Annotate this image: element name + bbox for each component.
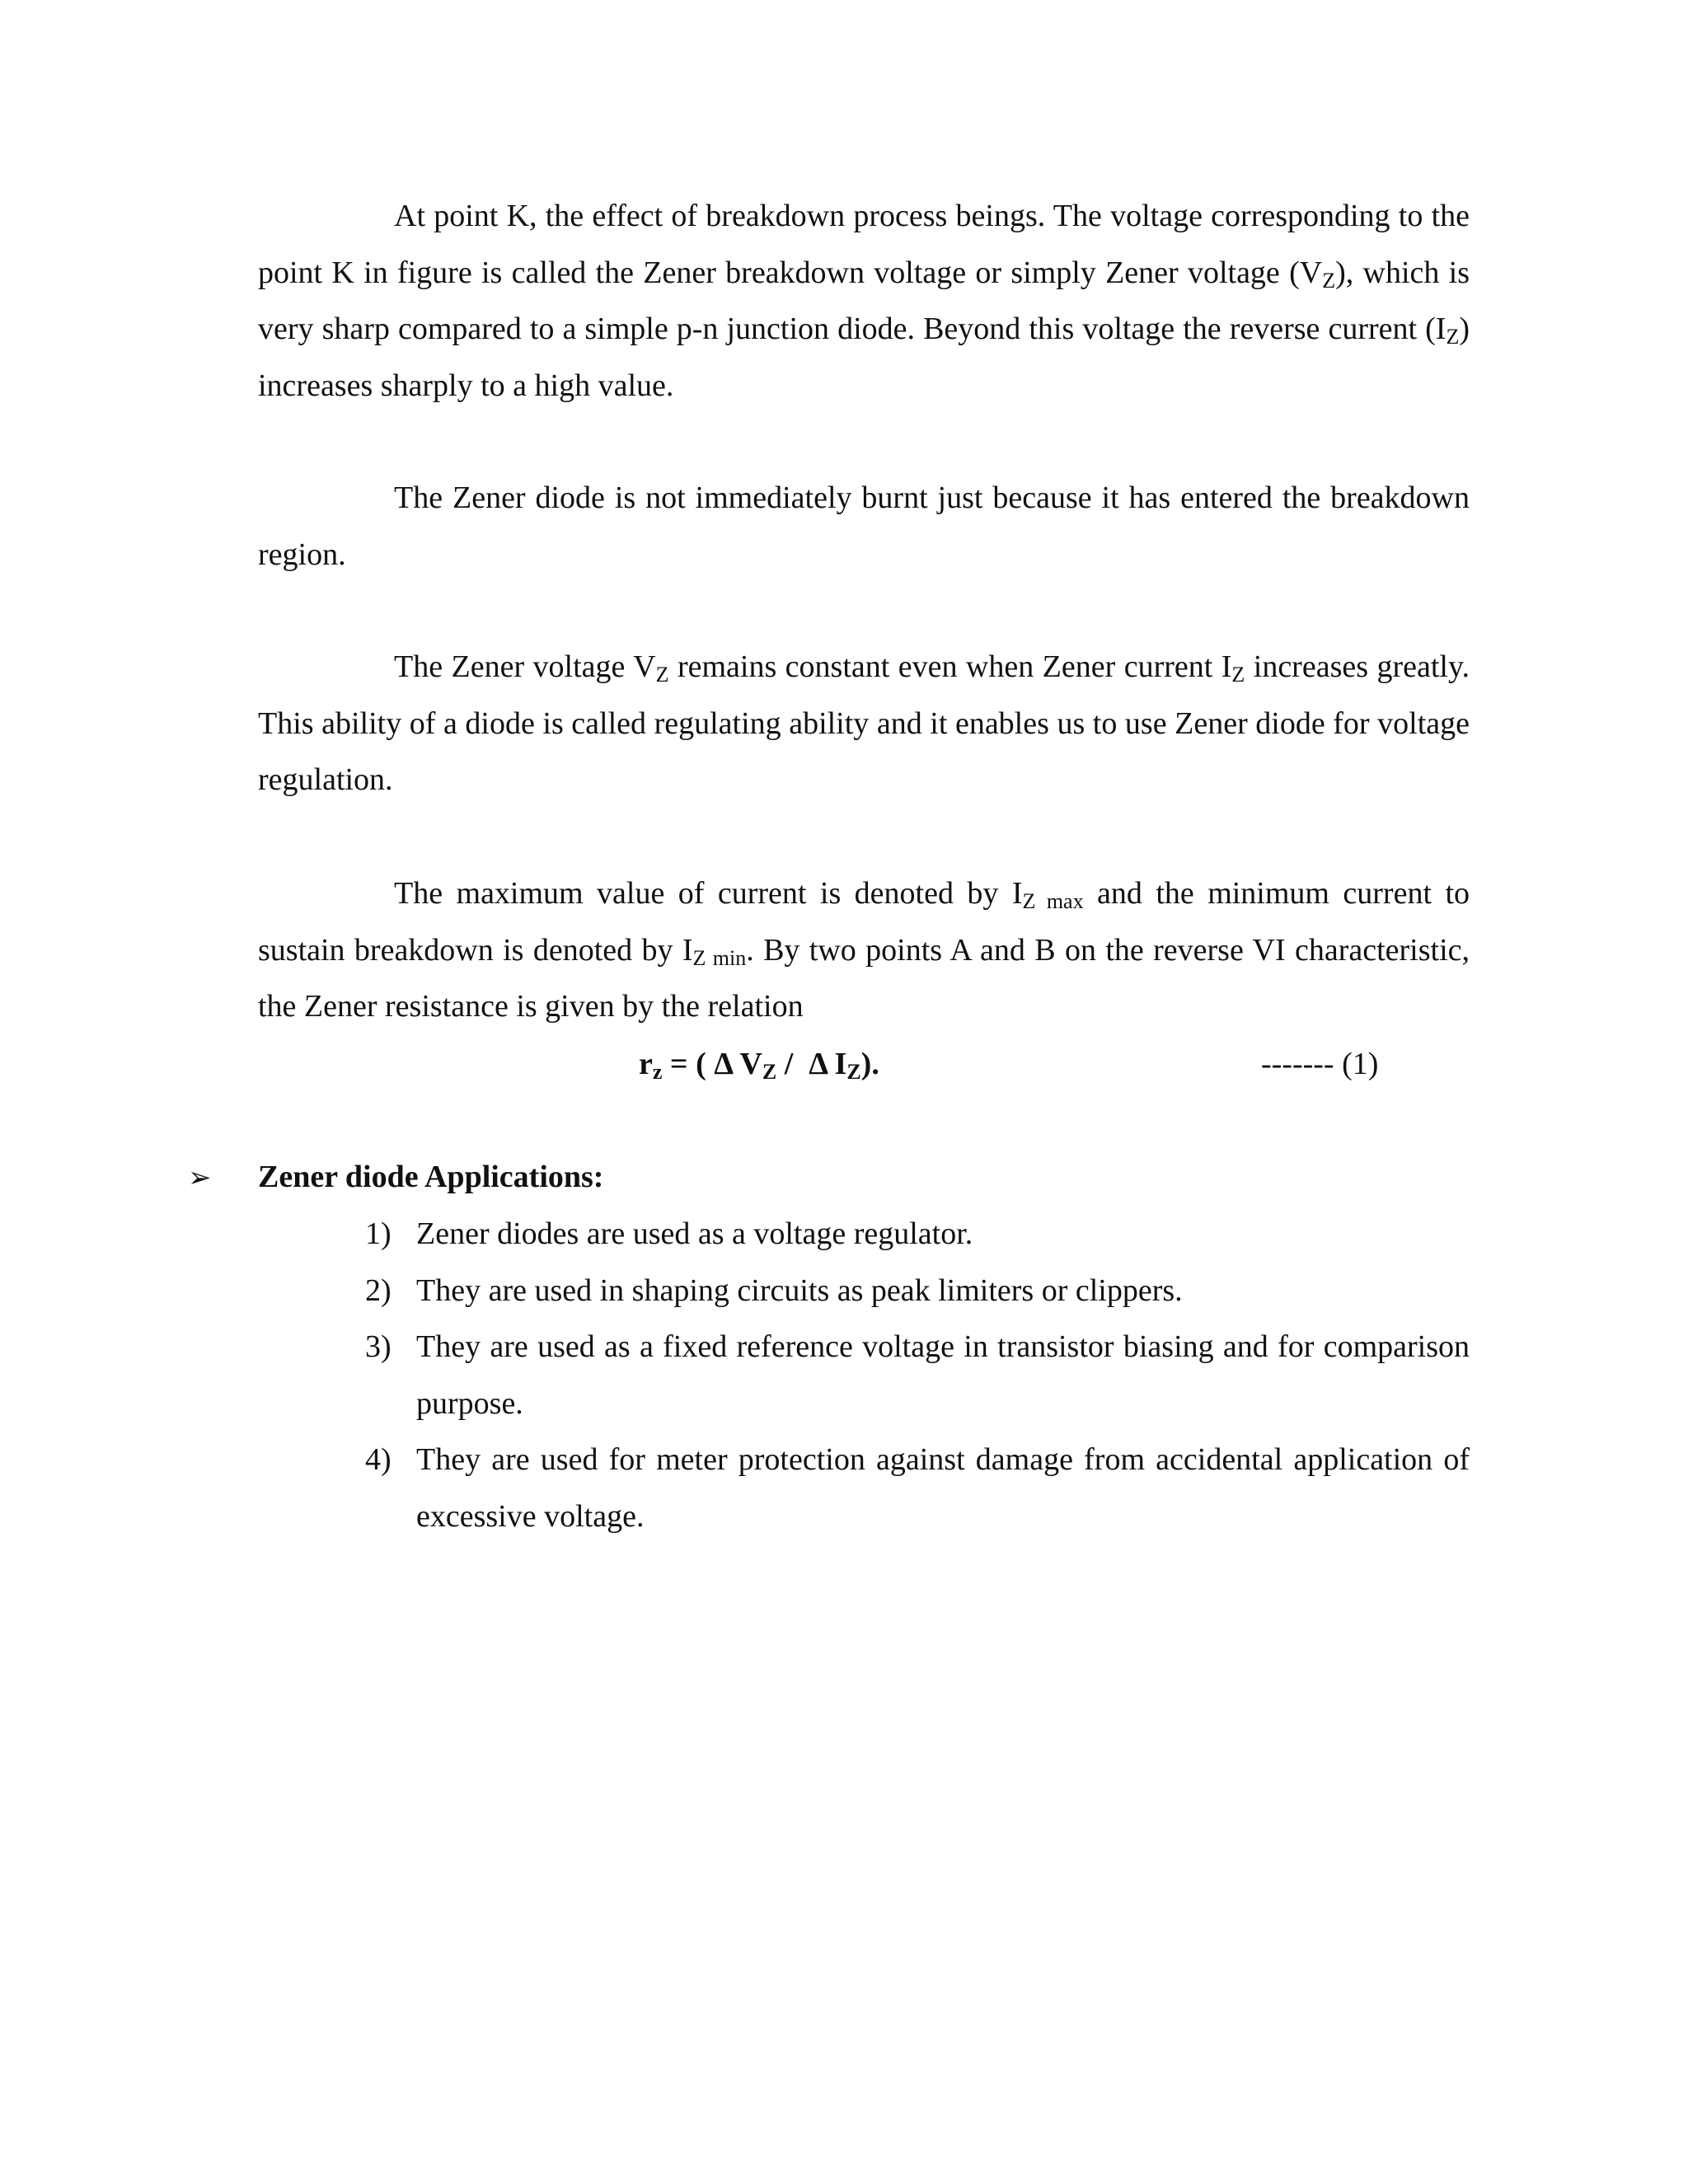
list-item-number: 2) xyxy=(365,1272,392,1308)
subscript: max xyxy=(1035,889,1084,913)
paragraph-zener-resistance xyxy=(258,865,1470,1035)
text-run: . By two points A and B on the reverse VI characteristic, the Zener resistance is given by the relation xyxy=(258,932,1470,1024)
equation-number: ------- (1) xyxy=(1261,1047,1379,1081)
paragraph-regulating-ability xyxy=(258,639,1470,808)
subscript: Z xyxy=(1446,325,1460,349)
text-run: remains constant even when Zener current I xyxy=(668,649,1232,684)
list-item xyxy=(365,1319,1470,1432)
list-item xyxy=(365,1263,1470,1319)
equation-text: = ( Δ V xyxy=(662,1047,762,1081)
list-item-text: They are used as a fixed reference voltage in transistor biasing and for comparison purpose. xyxy=(416,1329,1470,1421)
list-item-text: They are used in shaping circuits as peak limiters or clippers. xyxy=(416,1272,1183,1308)
text-run: and the minimum current to sustain breakdown is denoted by I xyxy=(258,876,1470,968)
list-item-number: 1) xyxy=(365,1216,392,1251)
equation-text: / Δ I xyxy=(776,1047,847,1081)
subscript: Z xyxy=(692,945,706,970)
equation-symbol: r xyxy=(639,1047,653,1081)
zener-resistance-equation xyxy=(639,1036,879,1092)
arrow-bullet-icon: ➢ xyxy=(188,1163,212,1193)
paragraph-not-burnt xyxy=(258,470,1470,583)
text-run: The Zener voltage V xyxy=(394,649,656,684)
applications-list xyxy=(365,1206,1470,1544)
text-run: ), which is very sharp compared to a simple p-n junction diode. Beyond this voltage the reverse current (I xyxy=(258,255,1470,346)
text-run: The maximum value of current is denoted by I xyxy=(394,876,1023,911)
list-item xyxy=(365,1432,1470,1544)
text-run: ) increases sharply to a high value. xyxy=(258,312,1470,403)
subscript: Z xyxy=(655,663,669,687)
list-item-text: They are used for meter protection against damage from accidental application of excessive voltage. xyxy=(416,1442,1470,1534)
subscript: min xyxy=(706,945,747,970)
equation-text: ). xyxy=(860,1047,879,1081)
subscript: Z xyxy=(1022,889,1036,913)
subscript: Z xyxy=(846,1060,861,1084)
list-item xyxy=(365,1206,1470,1263)
subscript: Z xyxy=(1322,268,1336,293)
paragraph-zener-breakdown xyxy=(258,188,1470,414)
list-item-text: Zener diodes are used as a voltage regulator. xyxy=(416,1216,973,1251)
text-run: At point K, the effect of breakdown process beings. The voltage corresponding to the point K in figure is called the Zener breakdown voltage or simply Zener voltage (V xyxy=(258,199,1470,290)
list-item-number: 3) xyxy=(365,1329,392,1364)
subscript: Z xyxy=(762,1060,777,1084)
subscript: z xyxy=(652,1060,663,1084)
text-run: The Zener diode is not immediately burnt just because it has entered the breakdown region. xyxy=(258,480,1470,572)
equation-row xyxy=(258,1036,1470,1092)
subscript: Z xyxy=(1231,663,1245,687)
list-item-number: 4) xyxy=(365,1442,392,1477)
text-run: increases greatly. This ability of a diode is called regulating ability and it enables us to use Zener diode for voltage regulation. xyxy=(258,649,1470,797)
section-heading-text: Zener diode Applications: xyxy=(258,1160,604,1194)
section-heading xyxy=(188,1149,603,1205)
